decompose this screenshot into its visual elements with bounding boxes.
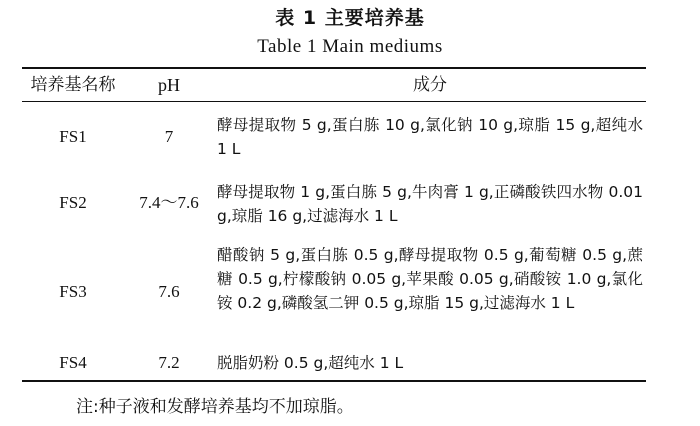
row-fs1-name: FS1 bbox=[59, 127, 87, 146]
table-footnote: 注:种子液和发酵培养基均不加琼脂。 bbox=[76, 397, 354, 417]
row-fs2-name: FS2 bbox=[59, 193, 87, 212]
row-fs3-composition: 醋酸钠 5 g,蛋白胨 0.5 g,酵母提取物 0.5 g,葡萄糖 0.5 g,蔗糖 0.5 g,柠檬酸钠 0.05 g,苹果酸 0.05 g,硝酸铵 1.0 g,氯化铵 0.2 g,磷酸氢二钾 0.5 g,琼脂 15 g,过滤海水 1 L bbox=[217, 246, 643, 312]
row-fs3-ph: 7.6 bbox=[158, 282, 180, 301]
table-title-en: Table 1 Main mediums bbox=[257, 36, 443, 57]
row-fs2-composition: 酵母提取物 1 g,蛋白胨 5 g,牛肉膏 1 g,正磷酸铁四水物 0.01 g,琼脂 16 g,过滤海水 1 L bbox=[217, 183, 643, 225]
row-fs1-composition: 酵母提取物 5 g,蛋白胨 10 g,氯化钠 10 g,琼脂 15 g,超纯水 1 L bbox=[217, 116, 643, 158]
row-fs2-ph: 7.4～7.6 bbox=[139, 193, 199, 212]
header-composition: 成分 bbox=[413, 75, 447, 95]
row-fs1-ph: 7 bbox=[164, 127, 174, 146]
header-ph: pH bbox=[158, 75, 180, 95]
header-medium-name: 培养基名称 bbox=[30, 75, 116, 95]
row-fs4-name: FS4 bbox=[59, 353, 87, 372]
row-fs4-ph: 7.2 bbox=[158, 353, 180, 372]
table-header-rule bbox=[22, 101, 646, 102]
table-title-cn: 表 1 主要培养基 bbox=[275, 7, 425, 29]
row-fs3-name: FS3 bbox=[59, 282, 87, 301]
row-fs4-composition: 脱脂奶粉 0.5 g,超纯水 1 L bbox=[217, 354, 404, 372]
table-top-rule bbox=[22, 67, 646, 69]
table-bottom-rule bbox=[22, 380, 646, 382]
